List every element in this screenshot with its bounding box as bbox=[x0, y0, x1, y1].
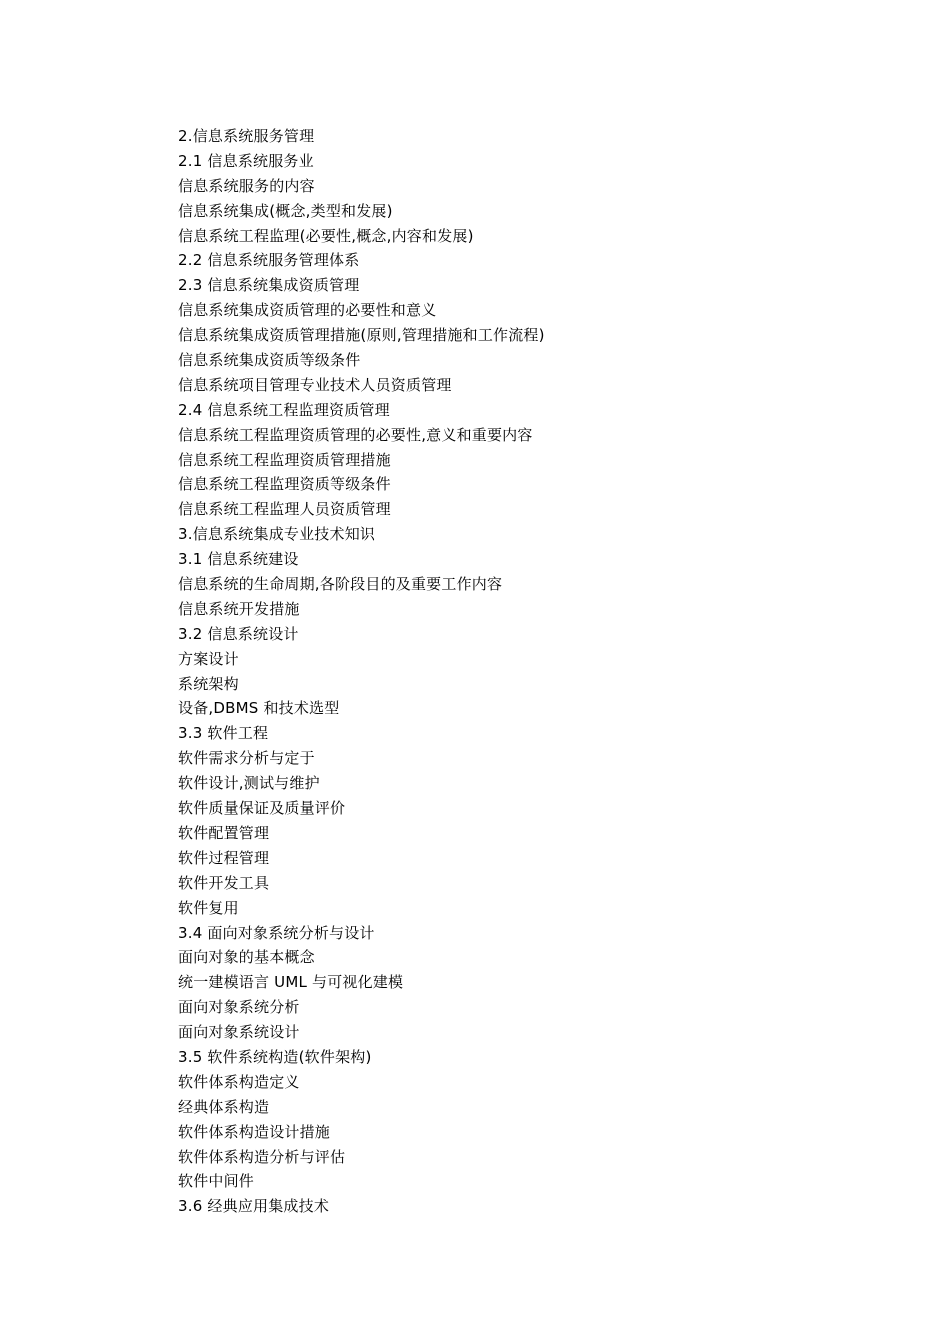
text-line: 软件配置管理 bbox=[178, 823, 270, 842]
text-line: 软件质量保证及质量评价 bbox=[178, 799, 346, 818]
subheading-3-2: 3.2 信息系统设计 bbox=[178, 624, 299, 643]
text-line: 软件开发工具 bbox=[178, 873, 270, 892]
text-line: 软件体系构造定义 bbox=[178, 1072, 300, 1091]
text-line: 系统架构 bbox=[178, 674, 239, 693]
text-line: 信息系统项目管理专业技术人员资质管理 bbox=[178, 375, 452, 394]
subheading-2-2: 2.2 信息系统服务管理体系 bbox=[178, 251, 360, 270]
text-line: 信息系统工程监理(必要性,概念,内容和发展) bbox=[178, 226, 474, 245]
subheading-2-3: 2.3 信息系统集成资质管理 bbox=[178, 276, 360, 295]
text-line: 信息系统的生命周期,各阶段目的及重要工作内容 bbox=[178, 575, 503, 594]
text-line: 信息系统开发措施 bbox=[178, 599, 300, 618]
text-line: 软件需求分析与定于 bbox=[178, 749, 315, 768]
text-line: 信息系统工程监理资质等级条件 bbox=[178, 475, 391, 494]
text-line: 方案设计 bbox=[178, 649, 239, 668]
text-line: 软件体系构造分析与评估 bbox=[178, 1147, 346, 1166]
text-line: 软件中间件 bbox=[178, 1172, 255, 1191]
subheading-2-1: 2.1 信息系统服务业 bbox=[178, 151, 314, 170]
document-body bbox=[178, 124, 878, 1219]
subheading-3-5: 3.5 软件系统构造(软件架构) bbox=[178, 1047, 372, 1066]
heading-2: 2.信息系统服务管理 bbox=[178, 127, 315, 145]
subheading-3-3: 3.3 软件工程 bbox=[178, 724, 269, 743]
text-line: 信息系统工程监理人员资质管理 bbox=[178, 500, 391, 519]
text-line: 信息系统工程监理资质管理的必要性,意义和重要内容 bbox=[178, 425, 533, 444]
text-line: 信息系统集成资质管理的必要性和意义 bbox=[178, 301, 437, 320]
text-line: 经典体系构造 bbox=[178, 1097, 270, 1116]
heading-3: 3.信息系统集成专业技术知识 bbox=[178, 525, 376, 544]
subheading-3-1: 3.1 信息系统建设 bbox=[178, 550, 299, 569]
subheading-3-6: 3.6 经典应用集成技术 bbox=[178, 1197, 330, 1216]
text-line: 面向对象系统分析 bbox=[178, 998, 300, 1017]
text-line: 设备,DBMS 和技术选型 bbox=[178, 699, 340, 718]
text-line: 信息系统集成资质等级条件 bbox=[178, 351, 361, 370]
text-line: 软件设计,测试与维护 bbox=[178, 774, 320, 793]
text-line: 信息系统服务的内容 bbox=[178, 176, 315, 195]
subheading-2-4: 2.4 信息系统工程监理资质管理 bbox=[178, 400, 390, 419]
subheading-3-4: 3.4 面向对象系统分析与设计 bbox=[178, 923, 375, 942]
text-line: 统一建模语言 UML 与可视化建模 bbox=[178, 973, 404, 992]
text-line: 面向对象的基本概念 bbox=[178, 948, 315, 967]
text-line: 软件过程管理 bbox=[178, 848, 270, 867]
text-line: 信息系统工程监理资质管理措施 bbox=[178, 450, 391, 469]
text-line: 面向对象系统设计 bbox=[178, 1023, 300, 1042]
text-line: 信息系统集成(概念,类型和发展) bbox=[178, 201, 393, 220]
text-line: 信息系统集成资质管理措施(原则,管理措施和工作流程) bbox=[178, 326, 545, 345]
text-line: 软件体系构造设计措施 bbox=[178, 1122, 331, 1141]
text-line: 软件复用 bbox=[178, 898, 239, 917]
